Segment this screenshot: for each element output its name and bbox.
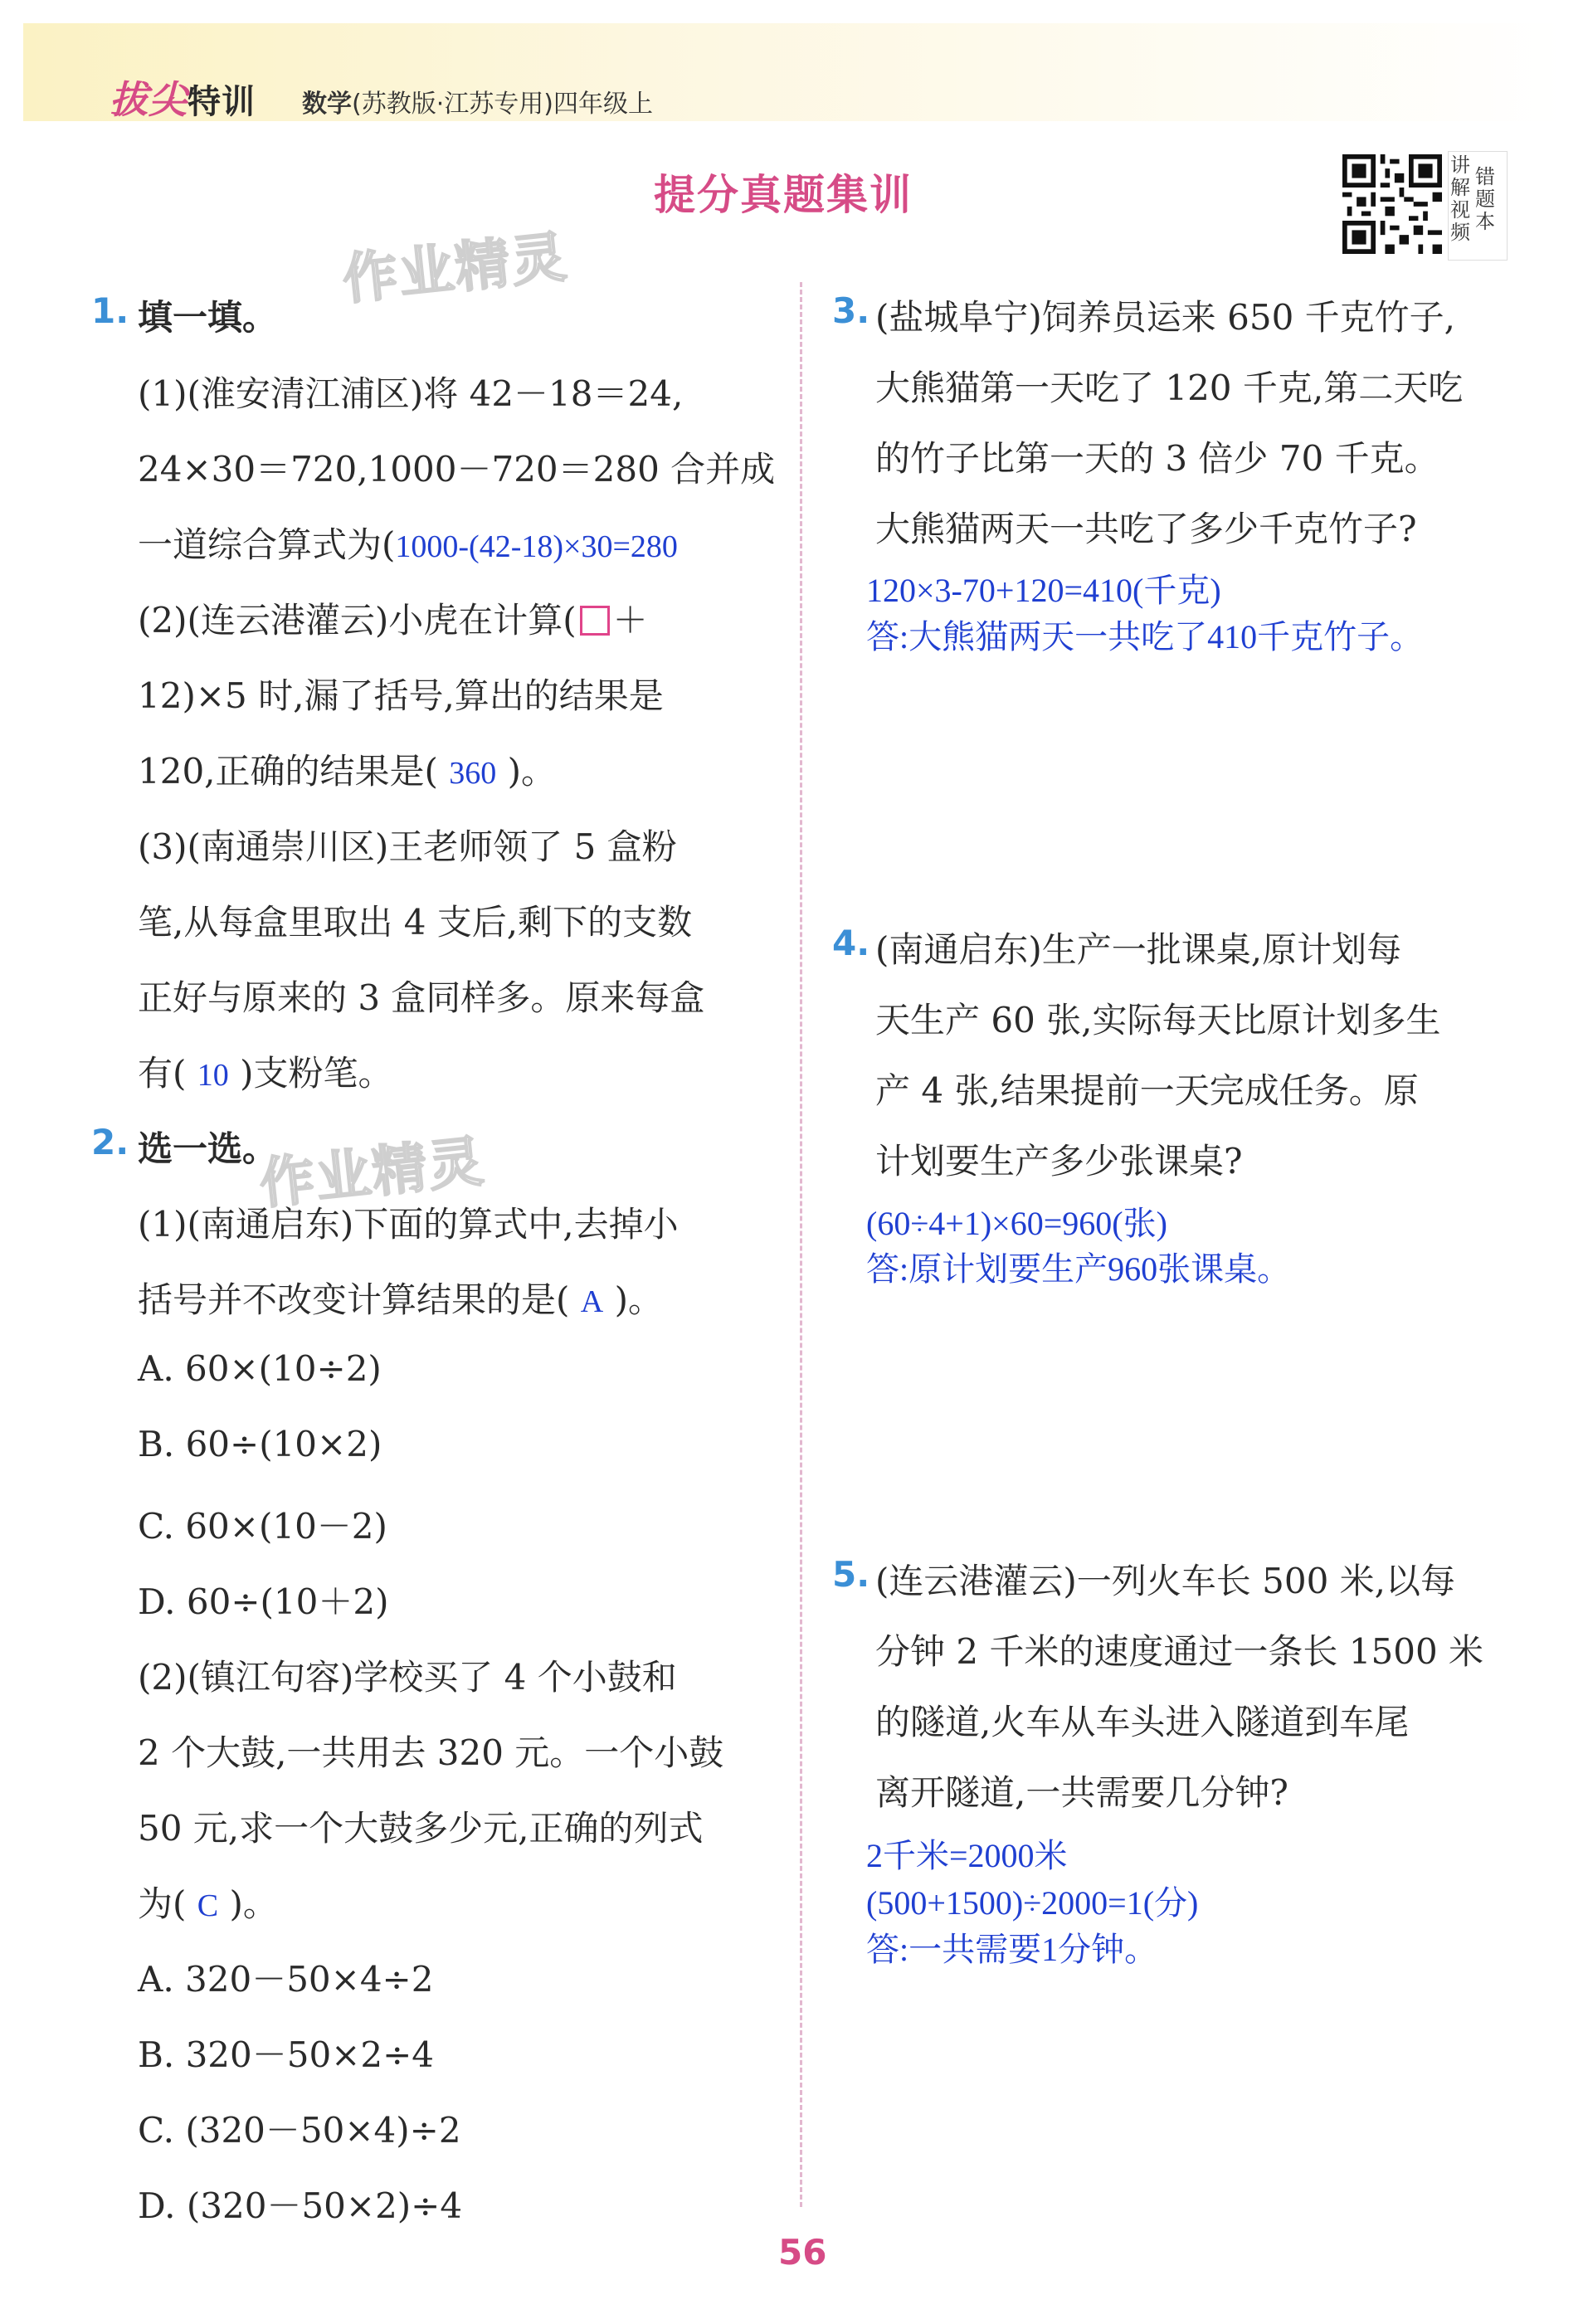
question-text: (盐城阜宁)饲养员运来 650 千克竹子, — [875, 297, 1455, 338]
question-number: 4. — [832, 923, 870, 963]
book-info: 数学(苏教版·江苏专用)四年级上 — [302, 90, 653, 119]
question-text: 2 个大鼓,一共用去 320 元。一个小鼓 — [138, 1732, 724, 1773]
question-text: (连云港灌云)一列火车长 500 米,以每 — [875, 1561, 1455, 1601]
question-text: (3)(南通崇川区)王老师领了 5 盒粉 — [138, 826, 677, 867]
question-text: 产 4 张,结果提前一天完成任务。原 — [875, 1070, 1419, 1111]
question-text: 一道综合算式为(1000-(42-18)×30=280 — [138, 524, 678, 565]
option-item: B. 60÷(10×2) — [138, 1424, 382, 1464]
question-text: 24×30＝720,1000－720＝280 合并成 — [138, 449, 776, 490]
option-item: C. (320－50×4)÷2 — [138, 2110, 461, 2151]
section-title: 提分真题集训 — [654, 171, 913, 219]
question-text: (1)(淮安清江浦区)将 42－18＝24, — [138, 373, 684, 414]
question-text: 大熊猫两天一共吃了多少千克竹子? — [875, 509, 1417, 549]
answer-fill: 360 — [449, 756, 497, 791]
option-item: A. 60×(10÷2) — [138, 1348, 382, 1389]
answer-fill: 1000-(42-18)×30=280 — [395, 529, 678, 564]
qr-code-icon[interactable] — [1342, 154, 1442, 254]
answer-line: 答:原计划要生产960张课桌。 — [866, 1250, 1291, 1288]
answer-line: 2千米=2000米 — [866, 1837, 1068, 1874]
option-item: B. 320－50×2÷4 — [138, 2034, 435, 2075]
brand-logo: 拔尖特训 — [110, 77, 256, 122]
question-text: 为( C )。 — [138, 1883, 278, 1924]
question-title: 选一选。 — [138, 1128, 278, 1169]
question-text: 120,正确的结果是( 360 )。 — [138, 751, 557, 792]
question-text: 离开隧道,一共需要几分钟? — [875, 1772, 1288, 1813]
answer-fill: 10 — [197, 1058, 229, 1093]
question-text: 计划要生产多少张课桌? — [875, 1141, 1243, 1181]
qr-label-mistakes: 错题本 — [1475, 165, 1495, 233]
option-item: A. 320－50×4÷2 — [138, 1959, 434, 2000]
answer-line: 120×3-70+120=410(千克) — [866, 572, 1221, 609]
question-text: 的隧道,火车从车头进入隧道到车尾 — [875, 1702, 1410, 1742]
question-number: 5. — [832, 1554, 870, 1595]
question-text: 分钟 2 千米的速度通过一条长 1500 米 — [875, 1631, 1484, 1672]
question-number: 3. — [832, 290, 870, 331]
answer-fill: C — [197, 1888, 219, 1923]
question-text: 天生产 60 张,实际每天比原计划多生 — [875, 1000, 1441, 1040]
question-text: 50 元,求一个大鼓多少元,正确的列式 — [138, 1808, 704, 1849]
question-text: (2)(连云港灌云)小虎在计算( ＋ — [138, 600, 648, 641]
question-title: 填一填。 — [138, 297, 278, 338]
blank-box-icon — [580, 606, 610, 636]
question-text: (2)(镇江句容)学校买了 4 个小鼓和 — [138, 1657, 677, 1698]
watermark: 作业精灵 — [339, 224, 571, 312]
option-item: C. 60×(10－2) — [138, 1506, 387, 1547]
option-item: D. (320－50×2)÷4 — [138, 2185, 463, 2226]
question-text: (南通启东)生产一批课桌,原计划每 — [875, 929, 1402, 970]
question-text: 12)×5 时,漏了括号,算出的结果是 — [138, 675, 664, 716]
answer-line: 答:大熊猫两天一共吃了410千克竹子。 — [866, 618, 1424, 655]
question-text: 的竹子比第一天的 3 倍少 70 千克。 — [875, 438, 1439, 479]
qr-label-video: 讲解视频 — [1450, 153, 1470, 244]
option-item: D. 60÷(10＋2) — [138, 1581, 389, 1622]
question-text: 括号并不改变计算结果的是( A )。 — [138, 1279, 663, 1320]
question-number: 2. — [91, 1122, 129, 1162]
answer-line: (500+1500)÷2000=1(分) — [866, 1884, 1199, 1922]
page-number: 56 — [778, 2232, 827, 2273]
answer-line: (60÷4+1)×60=960(张) — [866, 1205, 1167, 1242]
question-number: 1. — [91, 290, 129, 331]
answer-fill: A — [580, 1284, 604, 1319]
question-text: (1)(南通启东)下面的算式中,去掉小 — [138, 1204, 679, 1245]
question-text: 大熊猫第一天吃了 120 千克,第二天吃 — [875, 368, 1464, 408]
question-text: 有( 10 )支粉笔。 — [138, 1053, 393, 1094]
question-text: 笔,从每盒里取出 4 支后,剩下的支数 — [138, 902, 693, 943]
question-text: 正好与原来的 3 盒同样多。原来每盒 — [138, 977, 705, 1018]
watermark: 作业精灵 — [256, 1128, 488, 1216]
column-divider — [800, 282, 802, 2207]
answer-line: 答:一共需要1分钟。 — [866, 1931, 1158, 1968]
